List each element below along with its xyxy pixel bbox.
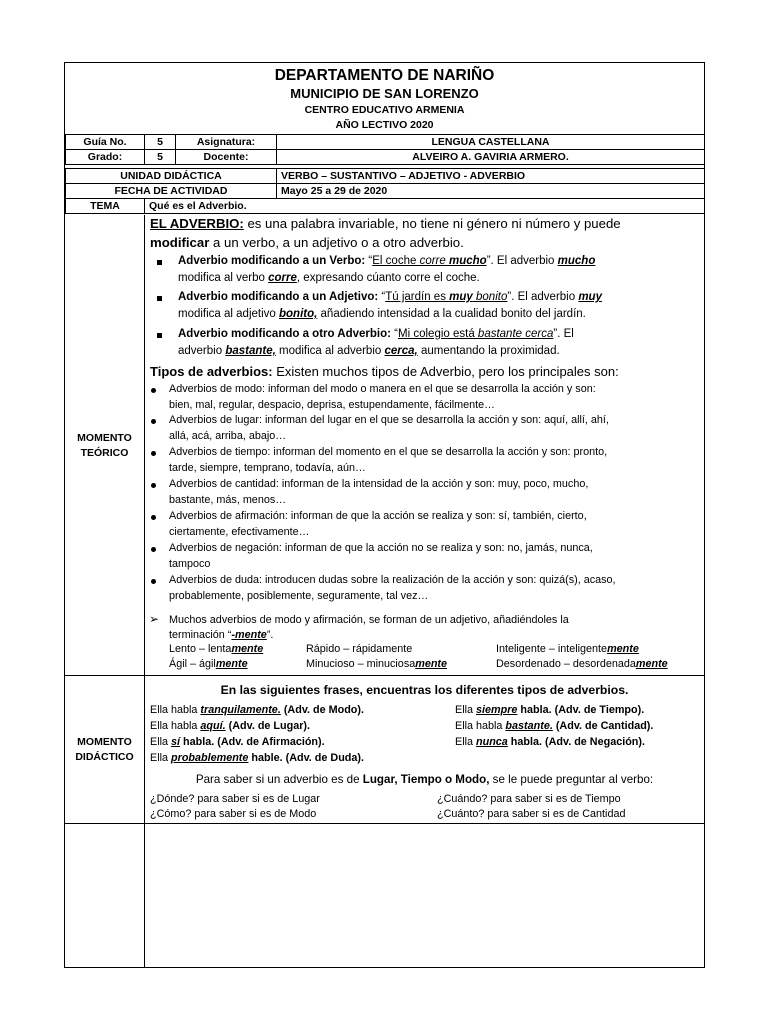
- example-sentence: Tú jardín es: [385, 291, 450, 303]
- arrow-bullet-icon: ➢: [149, 612, 160, 626]
- sentence-adverb: aquí.: [200, 720, 226, 732]
- sentence-item: [150, 719, 310, 733]
- mente-pair: [169, 657, 248, 671]
- bullet-icon: [151, 483, 156, 488]
- type-item-line1: Adverbios de afirmación: informan de que la acción se realiza y son: sí, también, cierto,: [169, 510, 587, 522]
- theory-section-label: [65, 431, 144, 461]
- example-adverb: cerca,: [384, 345, 418, 357]
- pair-base: Rápido – rápidamente: [306, 643, 413, 655]
- quote-mark: “: [394, 328, 399, 340]
- grade-label: Grado:: [66, 150, 145, 165]
- sentence-type: (Adv. de Modo).: [280, 704, 364, 716]
- sentence-text: Ella habla: [150, 704, 201, 716]
- topic-value: Qué es el Adverbio.: [145, 199, 705, 214]
- teacher-label: Docente:: [176, 150, 277, 165]
- theory-label-line2: TEÓRICO: [80, 447, 129, 459]
- topic-label: TEMA: [66, 199, 145, 214]
- empty-activity-area: [145, 824, 704, 967]
- school-year: AÑO LECTIVO 2020: [335, 119, 434, 131]
- info-table: [65, 134, 705, 165]
- school-name: CENTRO EDUCATIVO ARMENIA: [304, 104, 465, 116]
- example-title: Adverbio modificando a un Adjetivo:: [178, 291, 382, 303]
- guide-label: Guía No.: [66, 135, 145, 150]
- sentence-adverb: siempre: [476, 704, 518, 716]
- section-divider-1: [65, 675, 704, 676]
- pair-base: Ágil – ágil: [169, 658, 216, 670]
- adverb-term: EL ADVERBIO:: [150, 216, 244, 231]
- types-intro-text: Existen muchos tipos de Adverbio, pero los principales son:: [272, 364, 619, 379]
- example-text: , expresando cúanto corre el coche.: [296, 272, 480, 284]
- example-verb-line1: [178, 254, 595, 269]
- sentence-type: (Adv. de Cantidad).: [552, 720, 654, 732]
- example-adverb: mucho: [448, 255, 487, 267]
- pair-suffix: mente: [231, 643, 264, 655]
- example-title: Adverbio modificando a un Verbo:: [178, 255, 369, 267]
- example-title: Adverbio modificando a otro Adverbio:: [178, 328, 395, 340]
- pair-base: Minucioso – minuciosa: [306, 658, 416, 670]
- unit-label: UNIDAD DIDÁCTICA: [66, 169, 277, 184]
- adverb-definition-line2: [150, 234, 464, 252]
- unit-table: [65, 168, 705, 214]
- sentence-text: Ella: [455, 736, 477, 748]
- example-adverb: bastante,: [225, 345, 276, 357]
- example-adverb: cerca: [525, 328, 554, 340]
- pair-suffix: mente: [215, 658, 248, 670]
- type-item-line2: bien, mal, regular, despacio, deprisa, estupendamente, fácilmente…: [169, 399, 495, 411]
- mente-rule-line1: Muchos adverbios de modo y afirmación, se forman de un adjetivo, añadiéndoles la: [169, 614, 569, 626]
- sentence-text: Ella: [150, 752, 172, 764]
- example-adjective: bonito: [476, 291, 508, 303]
- sentence-type: hable. (Adv. de Duda).: [248, 752, 364, 764]
- question-text: se le puede preguntar al verbo:: [489, 773, 654, 786]
- sentence-item: [455, 703, 644, 717]
- example-adjective-line2: [178, 307, 586, 322]
- sentence-item: [150, 751, 364, 765]
- mente-rule-line2: [169, 628, 273, 642]
- quote-mark: “: [368, 255, 373, 267]
- type-item-line2: ciertamente, efectivamente…: [169, 526, 310, 538]
- mente-suffix: -mente: [231, 629, 267, 641]
- teacher-value: ALVEIRO A. GAVIRIA ARMERO.: [277, 150, 705, 165]
- example-text: . El adverbio: [490, 255, 558, 267]
- theory-label-line1: MOMENTO: [77, 432, 132, 444]
- quote-mark: “: [381, 291, 386, 303]
- bullet-icon: [151, 547, 156, 552]
- example-text: modifica al verbo: [178, 272, 269, 284]
- type-item-line1: Adverbios de modo: informan del modo o manera en el que se desarrolla la acción y son:: [169, 383, 596, 395]
- example-text: . El: [557, 328, 574, 340]
- question-item: ¿Cómo? para saber si es de Modo: [150, 808, 317, 820]
- example-adverb: mucho: [557, 255, 596, 267]
- example-text: modifica al adjetivo: [178, 308, 279, 320]
- example-verb: corre: [419, 255, 446, 267]
- square-bullet-icon: [157, 260, 162, 265]
- pair-suffix: mente: [415, 658, 448, 670]
- question-item: ¿Cuándo? para saber si es de Tiempo: [437, 793, 621, 805]
- sentence-text: Ella habla: [455, 720, 506, 732]
- example-adjective: bonito,: [279, 308, 318, 320]
- bullet-icon: [151, 419, 156, 424]
- pair-suffix: mente: [607, 643, 639, 655]
- example-text: aumentando la proximidad.: [417, 345, 560, 357]
- sentence-type: habla. (Adv. de Negación).: [507, 736, 645, 748]
- mente-pair: [496, 642, 639, 656]
- question-item: ¿Cuánto? para saber si es de Cantidad: [437, 808, 626, 820]
- adverb-types-intro: [150, 363, 619, 380]
- municipality-title: MUNICIPIO DE SAN LORENZO: [290, 86, 479, 101]
- sentence-text: Ella habla: [150, 720, 201, 732]
- question-intro: [145, 772, 704, 787]
- example-verb: corre: [268, 272, 297, 284]
- example-adverb: muy: [449, 291, 473, 303]
- definition-text-2: a un verbo, a un adjetivo o a otro adverbio.: [209, 235, 464, 250]
- type-item-line1: Adverbios de negación: informan de que la acción no se realiza y son: no, jamás, nunca,: [169, 542, 593, 554]
- department-title: DEPARTAMENTO DE NARIÑO: [274, 67, 495, 84]
- sentence-type: habla. (Adv. de Afirmación).: [180, 736, 325, 748]
- pair-base: Lento – lenta: [169, 643, 232, 655]
- mente-text: terminación “: [169, 629, 232, 641]
- mente-pair: [496, 657, 668, 671]
- sentence-adverb: bastante.: [505, 720, 553, 732]
- quote-mark: ”: [486, 255, 491, 267]
- type-item-line1: Adverbios de tiempo: informan del momento en el que se desarrolla la acción y son: pronto,: [169, 446, 608, 458]
- mente-text: ”.: [266, 629, 274, 641]
- unit-value: VERBO – SUSTANTIVO – ADJETIVO - ADVERBIO: [277, 169, 705, 184]
- pair-base: Desordenado – desordenada: [496, 658, 636, 670]
- pair-base: Inteligente – inteligente: [496, 643, 608, 655]
- question-item: ¿Dónde? para saber si es de Lugar: [150, 793, 320, 805]
- sentence-type: (Adv. de Lugar).: [225, 720, 311, 732]
- square-bullet-icon: [157, 296, 162, 301]
- pair-suffix: mente: [635, 658, 668, 670]
- didactic-heading: En las siguientes frases, encuentras los diferentes tipos de adverbios.: [220, 683, 629, 697]
- sentence-adverb: tranquilamente.: [200, 704, 281, 716]
- bullet-icon: [151, 388, 156, 393]
- sentence-adverb: sí: [171, 736, 181, 748]
- quote-mark: ”: [553, 328, 558, 340]
- guide-number: 5: [145, 135, 176, 150]
- sentence-item: [150, 703, 364, 717]
- type-item-line2: tampoco: [169, 558, 211, 570]
- example-text: adverbio: [178, 345, 226, 357]
- bullet-icon: [151, 515, 156, 520]
- quote-mark: ”: [507, 291, 512, 303]
- didactic-label-line2: DIDÁCTICO: [75, 751, 134, 763]
- worksheet-page: [64, 62, 705, 968]
- modify-word: modificar: [150, 235, 210, 250]
- example-sentence: El coche: [372, 255, 420, 267]
- example-text: modifica al adverbio: [275, 345, 385, 357]
- example-adverb: muy: [578, 291, 602, 303]
- subject-value: LENGUA CASTELLANA: [277, 135, 705, 150]
- type-item-line2: allá, acá, arriba, abajo…: [169, 430, 287, 442]
- bullet-icon: [151, 451, 156, 456]
- mente-pair: [306, 642, 412, 656]
- example-sentence: Mi colegio está: [398, 328, 478, 340]
- example-text: . El adverbio: [511, 291, 579, 303]
- example-adverb: bastante: [477, 328, 523, 340]
- didactic-section-label: [65, 735, 144, 765]
- date-value: Mayo 25 a 29 de 2020: [277, 184, 705, 199]
- question-text: Para saber si un adverbio es de: [195, 773, 363, 786]
- type-item-line1: Adverbios de duda: introducen dudas sobre la realización de la acción y son: quizá(s), acaso,: [169, 574, 616, 586]
- type-item-line2: bastante, más, menos…: [169, 494, 287, 506]
- sentence-item: [150, 735, 325, 749]
- didactic-label-line1: MOMENTO: [77, 736, 132, 748]
- sentence-text: Ella: [455, 704, 477, 716]
- date-label: FECHA DE ACTIVIDAD: [66, 184, 277, 199]
- type-item-line1: Adverbios de lugar: informan del lugar en el que se desarrolla la acción y son: aquí, allí, ahí,: [169, 414, 609, 426]
- type-item-line2: probablemente, posiblemente, seguramente, tal vez…: [169, 590, 429, 602]
- example-text: añadiendo intensidad a la cualidad bonito del jardín.: [317, 308, 586, 320]
- sentence-item: [455, 719, 653, 733]
- example-adverb-line1: [178, 327, 574, 342]
- bullet-icon: [151, 579, 156, 584]
- example-verb-line2: [178, 271, 480, 286]
- example-adjective-line1: [178, 290, 602, 305]
- square-bullet-icon: [157, 333, 162, 338]
- example-adverb-line2: [178, 344, 560, 359]
- sentence-item: [455, 735, 645, 749]
- mente-pair: [169, 642, 263, 656]
- type-item-line1: Adverbios de cantidad: informan de la intensidad de la acción y son: muy, poco, mucho,: [169, 478, 589, 490]
- adverb-definition-line1: [150, 215, 621, 233]
- subject-label: Asignatura:: [176, 135, 277, 150]
- sentence-adverb: nunca: [476, 736, 508, 748]
- question-types: Lugar, Tiempo o Modo,: [362, 773, 490, 786]
- sentence-type: habla. (Adv. de Tiempo).: [517, 704, 645, 716]
- type-item-line2: tarde, siempre, temprano, todavía, aún…: [169, 462, 366, 474]
- sentence-adverb: probablemente: [171, 752, 249, 764]
- sentence-text: Ella: [150, 736, 172, 748]
- mente-pair: [306, 657, 447, 671]
- definition-text: es una palabra invariable, no tiene ni género ni número y puede: [243, 216, 621, 231]
- types-title: Tipos de adverbios:: [150, 364, 273, 379]
- grade-value: 5: [145, 150, 176, 165]
